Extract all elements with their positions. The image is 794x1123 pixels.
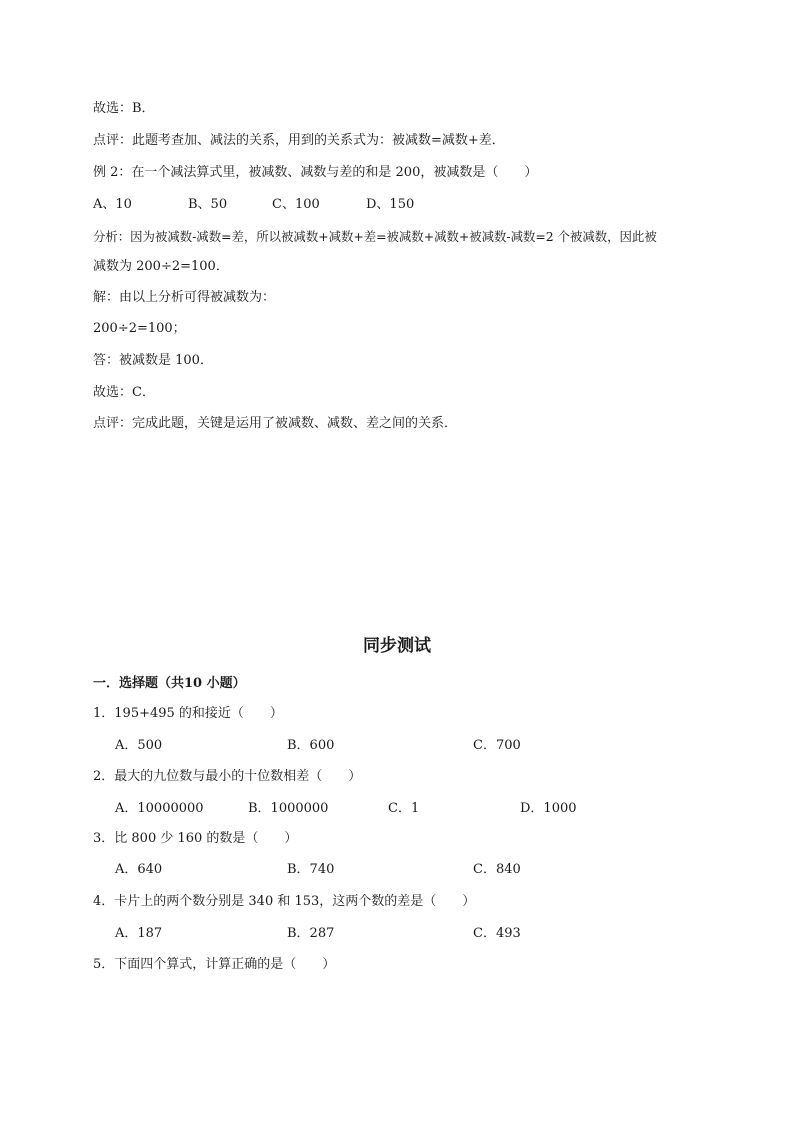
option-b: B．600 (287, 738, 335, 753)
option-a: A．187 (115, 926, 163, 941)
option-d: D．1000 (520, 801, 577, 816)
part-heading: 一．选择题（共10 小题） (93, 676, 246, 691)
answer-line-1: 故选：B． (93, 101, 155, 116)
question-text: 3．比 800 少 160 的数是（ ） (93, 831, 298, 846)
option-c: C．493 (473, 926, 521, 941)
example-2-question: 例 2：在一个减法算式里，被减数、减数与差的和是 200，被减数是（ ） (93, 165, 538, 180)
option-c: C．840 (473, 862, 521, 877)
option-c: C．1 (388, 801, 420, 816)
option-a: A．640 (115, 862, 163, 877)
question-text: 5．下面四个算式，计算正确的是（ ） (93, 957, 336, 972)
comment-line-1: 点评：此题考查加、减法的关系，用到的关系式为：被减数=减数+差． (93, 133, 505, 148)
solution-line-2: 200÷2=100； (93, 321, 186, 336)
answer-line-2: 故选：C． (93, 385, 155, 400)
option-b: B．1000000 (248, 801, 329, 816)
question-text: 2．最大的九位数与最小的十位数相差（ ） (93, 769, 362, 784)
example-2-option-c: C、100 (272, 197, 320, 212)
option-b: B．287 (287, 926, 335, 941)
question-text: 4．卡片上的两个数分别是 340 和 153，这两个数的差是（ ） (93, 894, 476, 909)
analysis-line-1: 分析：因为被减数-减数=差，所以被减数+减数+差=被减数+减数+被减数-减数=2 个被减数，因此被 (93, 229, 657, 244)
solution-line-1: 解：由以上分析可得被减数为： (93, 290, 276, 305)
option-a: A．10000000 (115, 801, 204, 816)
example-2-option-d: D、150 (366, 197, 415, 212)
question-text: 1．195+495 的和接近（ ） (93, 706, 283, 721)
option-c: C．700 (473, 738, 521, 753)
option-b: B．740 (287, 862, 335, 877)
section-title: 同步测试 (363, 636, 431, 656)
option-a: A．500 (115, 738, 163, 753)
comment-line-2: 点评：完成此题，关键是运用了被减数、减数、差之间的关系． (93, 416, 458, 431)
answer-statement: 答：被减数是 100． (93, 353, 213, 368)
example-2-option-b: B、50 (188, 197, 228, 212)
analysis-line-2: 减数为 200÷2=100． (93, 259, 229, 274)
example-2-option-a: A、10 (93, 197, 132, 212)
